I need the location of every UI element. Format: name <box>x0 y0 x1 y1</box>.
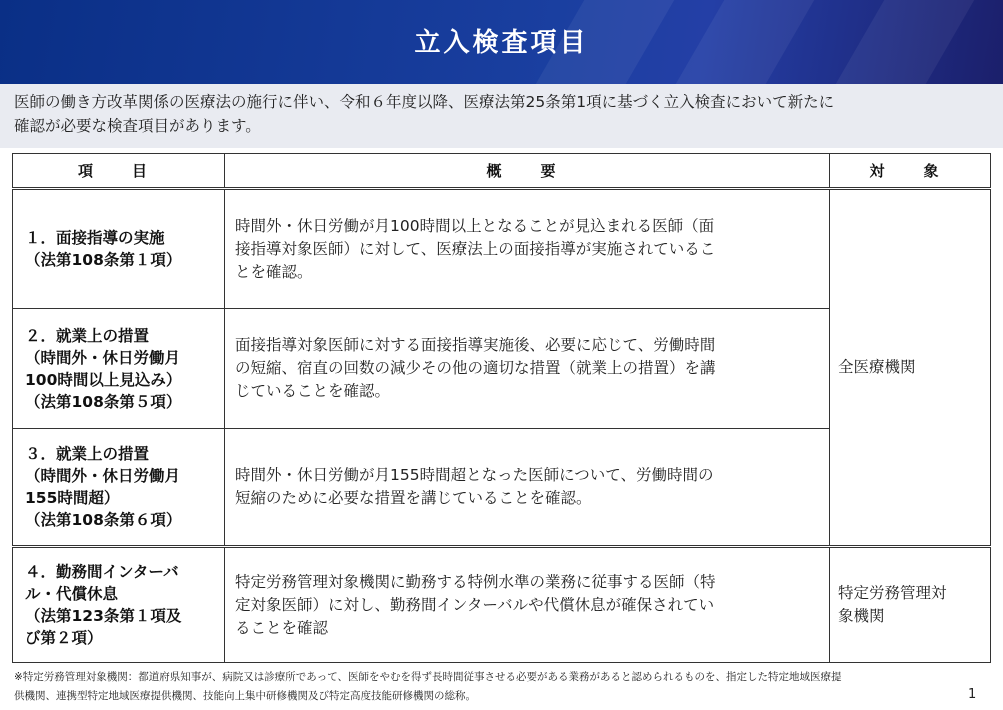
footnote-line: 供機関、連携型特定地域医療提供機関、技能向上集中研修機関及び特定高度技能研修機関の総称。 <box>14 690 476 702</box>
title-banner <box>0 0 1003 84</box>
desc-line: 接指導対象医師）に対して、医療法上の面接指導が実施されているこ <box>235 239 716 258</box>
item-cell <box>13 547 225 663</box>
desc-cell <box>225 309 830 429</box>
page-title: 立入検査項目 <box>414 28 589 58</box>
item-line: （法第108条第１項） <box>25 251 182 269</box>
item-line: ４．勤務間インターバ <box>25 563 179 581</box>
item-line: （法第108条第５項） <box>25 392 182 411</box>
desc-line: じていることを確認。 <box>235 382 391 400</box>
item-line: （法第123条第１項及 <box>25 607 182 625</box>
item-cell <box>13 309 225 429</box>
header-summary: 概 要 <box>225 154 830 189</box>
item-line: ２．就業上の措置 <box>25 326 150 345</box>
intro-line: 医師の働き方改革関係の医療法の施行に伴い、令和６年度以降、医療法第25条第1項に基づく立入検査において新たに <box>14 93 835 111</box>
target-text: 象機関 <box>838 607 885 625</box>
item-line: び第２項） <box>25 629 103 647</box>
item-cell <box>13 189 225 309</box>
desc-line: ることを確認 <box>235 618 329 637</box>
page-number: 1 <box>968 687 977 702</box>
desc-cell <box>225 429 830 547</box>
desc-line: 時間外・休日労働が月100時間以上となることが見込まれる医師（面 <box>235 216 715 235</box>
desc-cell <box>225 547 830 663</box>
item-line: １．面接指導の実施 <box>25 229 165 247</box>
target-cell <box>830 547 991 663</box>
desc-line: 特定労務管理対象機関に勤務する特例水準の業務に従事する医師（特 <box>235 572 716 591</box>
desc-line: 定対象医師）に対し、勤務間インターバルや代償休息が確保されてい <box>235 595 715 614</box>
desc-line: 短縮のために必要な措置を講じていることを確認。 <box>235 489 592 507</box>
header-item: 項 目 <box>13 154 225 189</box>
table-row <box>13 189 991 309</box>
footnote-line: ※特定労務管理対象機関：都道府県知事が、病院又は診療所であって、医師をやむを得ず長時間従事させる必要がある業務があると認められるものを、指定した特定地域医療提 <box>14 671 842 683</box>
item-line: 155時間超） <box>25 489 120 507</box>
desc-line: 面接指導対象医師に対する面接指導実施後、必要に応じて、労働時間 <box>235 336 716 354</box>
intro-box <box>0 84 1003 148</box>
desc-line: の短縮、宿直の回数の減少その他の適切な措置（就業上の措置）を講 <box>235 359 716 377</box>
target-text: 全医療機関 <box>838 358 916 376</box>
table-row <box>13 547 991 663</box>
desc-line: とを確認。 <box>235 262 313 281</box>
target-cell <box>830 189 991 547</box>
item-line: ル・代償休息 <box>25 585 119 603</box>
item-cell <box>13 429 225 547</box>
inspection-table <box>12 153 991 663</box>
footnote <box>14 668 964 706</box>
item-line: （法第108条第６項） <box>25 511 182 529</box>
item-line: （時間外・休日労働月 <box>25 467 181 485</box>
target-text: 特定労務管理対 <box>838 584 947 602</box>
header-target: 対 象 <box>830 154 991 189</box>
item-line: （時間外・休日労働月 <box>25 348 181 367</box>
intro-text <box>14 90 989 138</box>
desc-cell <box>225 189 830 309</box>
intro-line: 確認が必要な検査項目があります。 <box>14 117 261 135</box>
desc-line: 時間外・休日労働が月155時間超となった医師について、労働時間の <box>235 466 714 484</box>
item-line: ３．就業上の措置 <box>25 445 150 463</box>
item-line: 100時間以上見込み） <box>25 370 182 389</box>
